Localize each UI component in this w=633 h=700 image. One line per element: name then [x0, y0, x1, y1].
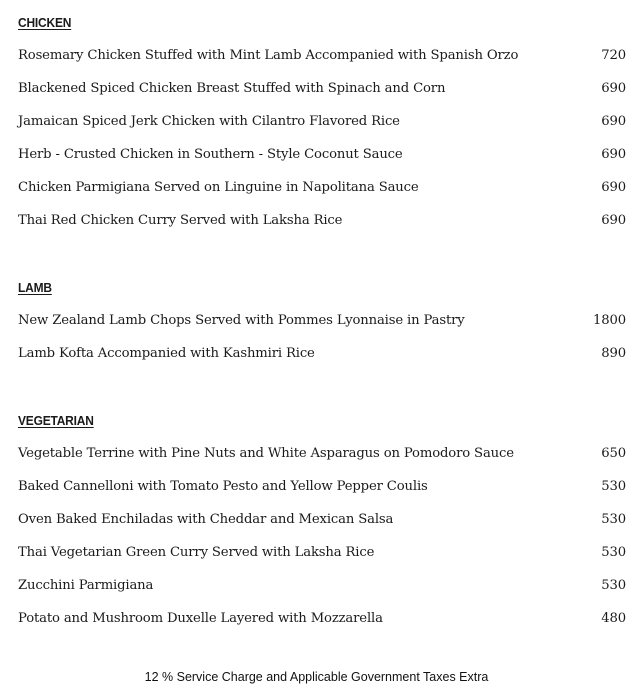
item-price: 890 [601, 346, 626, 361]
menu-item [18, 178, 626, 198]
item-name: Lamb Kofta Accompanied with Kashmiri Rice [18, 346, 315, 361]
item-price: 480 [601, 611, 626, 626]
item-price: 650 [601, 446, 626, 461]
item-name: New Zealand Lamb Chops Served with Pommes Lyonnaise in Pastry [18, 313, 465, 328]
item-price: 530 [601, 578, 626, 593]
menu-item [18, 145, 626, 165]
item-price: 690 [601, 180, 626, 195]
menu-item [18, 311, 626, 331]
item-price: 1800 [593, 313, 626, 328]
item-price: 690 [601, 114, 626, 129]
section-title-lamb: LAMB [18, 280, 52, 295]
item-name: Chicken Parmigiana Served on Linguine in Napolitana Sauce [18, 180, 419, 195]
menu-item [18, 46, 626, 66]
menu-item [18, 444, 626, 464]
item-price: 690 [601, 81, 626, 96]
menu-item [18, 344, 626, 364]
item-price: 530 [601, 479, 626, 494]
menu-item [18, 211, 626, 231]
item-name: Vegetable Terrine with Pine Nuts and White Asparagus on Pomodoro Sauce [18, 446, 514, 461]
item-name: Thai Red Chicken Curry Served with Laksha Rice [18, 213, 343, 228]
item-name: Oven Baked Enchiladas with Cheddar and Mexican Salsa [18, 512, 394, 527]
item-price: 530 [601, 512, 626, 527]
item-name: Thai Vegetarian Green Curry Served with Laksha Rice [18, 545, 375, 560]
item-price: 690 [601, 147, 626, 162]
item-name: Baked Cannelloni with Tomato Pesto and Yellow Pepper Coulis [18, 479, 428, 494]
menu-item [18, 543, 626, 563]
menu-item [18, 510, 626, 530]
menu-item [18, 609, 626, 629]
item-name: Jamaican Spiced Jerk Chicken with Cilantro Flavored Rice [18, 114, 400, 129]
section-title-vegetarian: VEGETARIAN [18, 413, 94, 428]
item-name: Rosemary Chicken Stuffed with Mint Lamb Accompanied with Spanish Orzo [18, 48, 519, 63]
section-title-chicken: CHICKEN [18, 15, 72, 30]
menu-item [18, 112, 626, 132]
item-price: 530 [601, 545, 626, 560]
item-name: Zucchini Parmigiana [18, 578, 154, 593]
item-price: 690 [601, 213, 626, 228]
item-name: Blackened Spiced Chicken Breast Stuffed with Spinach and Corn [18, 81, 446, 96]
item-name: Potato and Mushroom Duxelle Layered with Mozzarella [18, 611, 383, 626]
menu-item [18, 576, 626, 596]
menu-item [18, 79, 626, 99]
service-charge-note: 12 % Service Charge and Applicable Government Taxes Extra [144, 670, 489, 684]
item-price: 720 [601, 48, 626, 63]
item-name: Herb - Crusted Chicken in Southern - Style Coconut Sauce [18, 147, 403, 162]
menu-item [18, 477, 626, 497]
